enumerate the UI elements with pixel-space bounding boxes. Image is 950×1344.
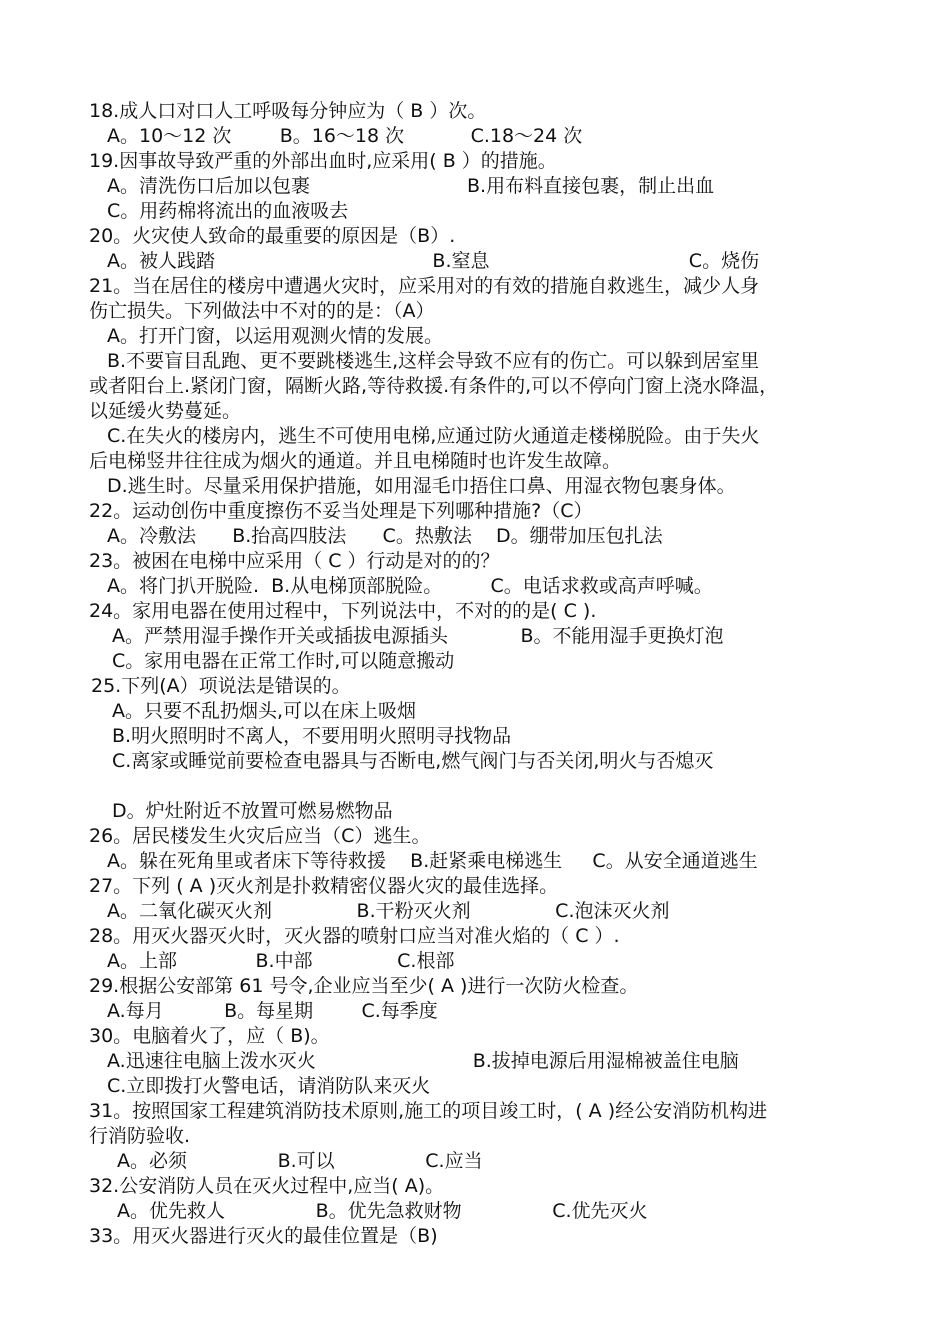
question-21-option-c-cont: 后电梯竖井往往成为烟火的通道。并且电梯随时也许发生故障。 [89,450,622,472]
question-21-option-b-cont: 或者阳台上.紧闭门窗，隔断火路,等待救援.有条件的,可以不停向门窗上浇水降温， [89,375,779,397]
question-24-options: A。严禁用湿手操作开关或插拔电源插头 B。不能用湿手更换灯泡 [112,625,724,647]
question-21-option-c: C.在失火的楼房内，逃生不可使用电梯,应通过防火通道走楼梯脱险。由于失火 [107,425,760,447]
question-19-options: A。清洗伤口后加以包裹 B.用布料直接包裹，制止出血 [107,175,715,197]
question-25-option-b: B.明火照明时不离人，不要用明火照明寻找物品 [112,725,512,747]
question-25: 25.下列(A）项说法是错误的。 [91,675,351,697]
question-31-options: A。必须 B.可以 C.应当 [117,1150,483,1172]
question-20: 20。火灾使人致命的最重要的原因是（B）. [89,225,456,247]
question-20-options: A。被人践踏 B.窒息 C。烧伤 [107,250,760,272]
question-24: 24。家用电器在使用过程中，下列说法中，不对的的是( C ). [89,600,597,622]
question-27-options: A。二氧化碳灭火剂 B.干粉灭火剂 C.泡沫灭火剂 [107,900,670,922]
question-25-option-d: D。炉灶附近不放置可燃易燃物品 [112,800,393,822]
question-29-options: A.每月 B。每星期 C.每季度 [107,1000,438,1022]
question-31: 31。按照国家工程建筑消防技术原则,施工的项目竣工时，( A )经公安消防机构进 [89,1100,768,1122]
question-18-options: A。10～12 次 B。16～18 次 C.18～24 次 [107,125,583,147]
question-21-option-d: D.逃生时。尽量采用保护措施，如用湿毛巾捂住口鼻、用湿衣物包裹身体。 [107,475,736,497]
question-22: 22。运动创伤中重度擦伤不妥当处理是下列哪种措施?（C） [89,500,593,522]
question-19-option-c: C。用药棉将流出的血液吸去 [107,200,349,222]
question-29: 29.根据公安部第 61 号令,企业应当至少( A )进行一次防火检查。 [89,975,639,997]
question-23-options: A。将门扒开脱险. B.从电梯顶部脱险。 C。电话求救或高声呼喊。 [107,575,713,597]
question-28: 28。用灭火器灭火时，灭火器的喷射口应当对准火焰的（ C ）. [89,925,620,947]
question-21-cont: 伤亡损失。下列做法中不对的的是：（A） [89,300,435,322]
question-23: 23。被困在电梯中应采用（ C ）行动是对的的？ [89,550,500,572]
question-26: 26。居民楼发生火灾后应当（C）逃生。 [89,825,431,847]
question-21-option-a: A。打开门窗，以运用观测火情的发展。 [107,325,443,347]
question-21-option-b-cont2: 以延缓火势蔓延。 [89,400,242,422]
question-22-options: A。冷敷法 B.抬高四肢法 C。热敷法 D。绷带加压包扎法 [107,525,663,547]
question-28-options: A。上部 B.中部 C.根部 [107,950,455,972]
question-25-option-a: A。只要不乱扔烟头,可以在床上吸烟 [112,700,417,722]
question-21: 21。当在居住的楼房中遭遇火灾时，应采用对的有效的措施自救逃生，减少人身 [89,275,760,297]
question-26-options: A。躲在死角里或者床下等待救援 B.赶紧乘电梯逃生 C。从安全通道逃生 [107,850,758,872]
question-18: 18.成人口对口人工呼吸每分钟应为（ B ）次。 [89,100,487,122]
question-24-option-c: C。家用电器在正常工作时,可以随意搬动 [112,650,455,672]
question-19: 19.因事故导致严重的外部出血时,应采用( B ）的措施。 [89,150,557,172]
question-33: 33。用灭火器进行灭火的最佳位置是（B) [89,1225,438,1247]
question-27: 27。下列 ( A )灭火剂是扑救精密仪器火灾的最佳选择。 [89,875,559,897]
question-30-options: A.迅速往电脑上泼水灭火 B.拔掉电源后用湿棉被盖住电脑 [107,1050,739,1072]
question-31-cont: 行消防验收. [89,1125,191,1147]
question-30: 30。电脑着火了，应（ B)。 [89,1025,330,1047]
question-25-option-c: C.离家或睡觉前要检查电器具与否断电,燃气阀门与否关闭,明火与否熄灭 [112,750,714,772]
question-32-options: A。优先救人 B。优先急救财物 C.优先灭火 [117,1200,648,1222]
question-32: 32.公安消防人员在灭火过程中,应当( A)。 [89,1175,445,1197]
question-21-option-b: B.不要盲目乱跑、更不要跳楼逃生,这样会导致不应有的伤亡。可以躲到居室里 [107,350,760,372]
question-30-option-c: C.立即拨打火警电话，请消防队来灭火 [107,1075,431,1097]
